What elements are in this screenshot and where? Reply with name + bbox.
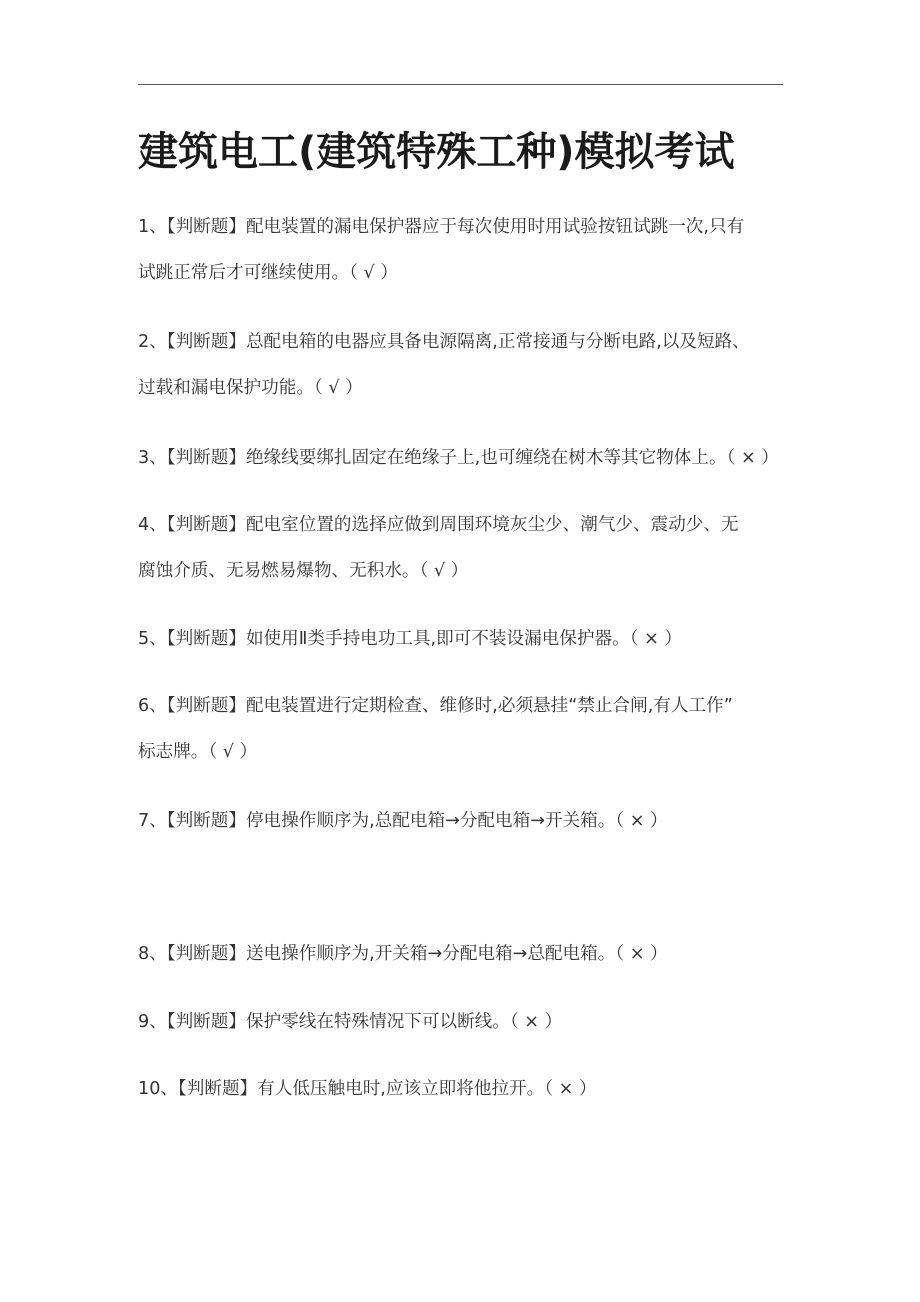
question-text-line: 5、【判断题】如使用Ⅱ类手持电功工具,即可不装设漏电保护器。（ × ） xyxy=(138,629,682,649)
question-item xyxy=(138,798,788,844)
question-text-line: 4、【判断题】配电室位置的选择应做到周围环境灰尘少、潮气少、震动少、无 xyxy=(138,515,739,535)
question-text-line: 1、【判断题】配电装置的漏电保护器应于每次使用时用试验按钮试跳一次,只有 xyxy=(138,217,745,237)
question-text-line: 3、【判断题】绝缘线要绑扎固定在绝缘子上,也可缠绕在树木等其它物体上。（ × ） xyxy=(138,448,779,468)
question-item xyxy=(138,204,788,296)
question-item xyxy=(138,1066,788,1112)
question-item xyxy=(138,435,788,481)
question-text-line: 试跳正常后才可继续使用。（ √ ） xyxy=(138,263,398,283)
question-item xyxy=(138,683,788,775)
question-text-line: 10、【判断题】有人低压触电时,应该立即将他拉开。（ × ） xyxy=(138,1079,597,1099)
question-text-line: 2、【判断题】总配电箱的电器应具备电源隔离,正常接通与分断电路,以及短路、 xyxy=(138,332,750,352)
question-item xyxy=(138,616,788,662)
question-item xyxy=(138,319,788,411)
question-text-line: 过载和漏电保护功能。（ √ ） xyxy=(138,378,363,398)
header-divider xyxy=(138,84,783,85)
question-text-line: 9、【判断题】保护零线在特殊情况下可以断线。（ × ） xyxy=(138,1012,563,1032)
question-item xyxy=(138,502,788,594)
question-text-line: 6、【判断题】配电装置进行定期检查、维修时,必须悬挂“禁止合闸,有人工作” xyxy=(138,696,733,716)
question-text-line: 8、【判断题】送电操作顺序为,开关箱→分配电箱→总配电箱。（ × ） xyxy=(138,944,668,964)
question-item xyxy=(138,931,788,977)
document-title: 建筑电工(建筑特殊工种)模拟考试 xyxy=(138,129,735,175)
question-text-line: 腐蚀介质、无易燃易爆物、无积水。（ √ ） xyxy=(138,561,469,581)
question-text-line: 7、【判断题】停电操作顺序为,总配电箱→分配电箱→开关箱。（ × ） xyxy=(138,811,668,831)
question-text-line: 标志牌。（ √ ） xyxy=(138,742,258,762)
question-item xyxy=(138,999,788,1045)
